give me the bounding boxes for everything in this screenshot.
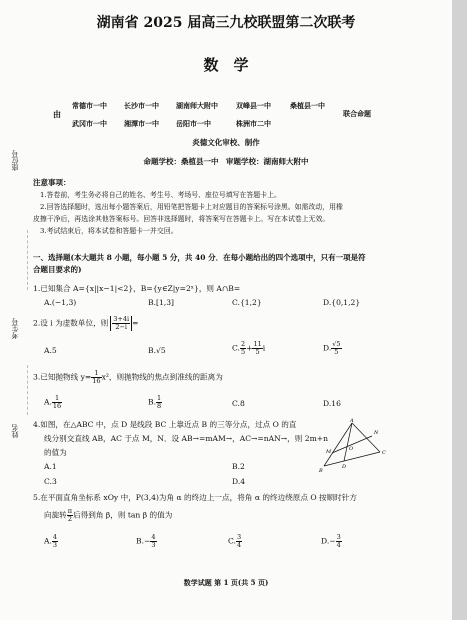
figure-label-a: A	[350, 418, 354, 424]
section-heading: 一、选择题(本大题共 8 小题，每小题 5 分，共 40 分．在每小题给出的四个选项中，只有一项是符	[33, 253, 366, 262]
question-3-stem: 3.已知抛物线 y= $\frac{1}{16}$ x²，则抛物线的焦点到准线的距离为	[33, 369, 223, 385]
q1-option-c: C.{1,2}	[232, 298, 262, 307]
notice-heading: 注意事项：	[33, 178, 71, 187]
question-1-stem: 1.已知集合 A={x||x−1|<2}，B={y∈Z|y=2ˣ}，则 A∩B=	[33, 284, 241, 293]
q4-option-b: B.2	[232, 462, 245, 471]
q3-option-c: C.8	[232, 399, 245, 408]
seat-number-label: 座位号	[11, 150, 19, 171]
subject-title: 数 学	[203, 56, 249, 74]
q2-option-c: C. $\frac{2}{5}$ + $\frac{11}{5}$ i	[232, 340, 266, 356]
q2-option-b: B.√5	[148, 346, 166, 355]
q2-option-a: A.5	[44, 346, 57, 355]
figure-label-m: M	[326, 449, 332, 455]
school-item: 岳阳市一中	[176, 119, 211, 128]
setters: 命题学校：桑植县一中 审题学校：湖南师大附中	[143, 157, 309, 166]
question-2-stem: 2.设 i 为虚数单位，则 $\frac{3+4i}{2-i}$ =	[33, 315, 139, 331]
q4-option-d: D.4	[232, 477, 246, 486]
triangle-figure	[318, 416, 394, 476]
figure-label-b: B	[319, 468, 323, 474]
school-item: 常德市一中	[72, 101, 107, 110]
q5-option-b: B.− $\frac{4}{3}$	[136, 533, 156, 549]
school-item: 桑植县一中	[290, 101, 325, 110]
figure-label-c: C	[382, 450, 386, 456]
question-4-line1: 4.如图，在△ABC 中，点 D 是线段 BC 上靠近点 B 的三等分点，过点 O 的直	[33, 420, 297, 429]
figure-label-o: O	[349, 446, 354, 452]
q4-option-a: A.1	[44, 462, 57, 471]
candidate-number-label: 考生号	[11, 318, 19, 339]
question-5-line1: 5.在平面直角坐标系 xOy 中，P(3,4)为角 α 的终边上一点，将角 α 的终边绕原点 O 按顺时针方	[33, 493, 357, 502]
q1-option-d: D.{0,1,2}	[323, 298, 361, 307]
question-4-line3: 的值为	[44, 448, 67, 457]
produced-by: 炎德文化审校、制作	[192, 138, 260, 147]
q3-option-a: A. $\frac{1}{16}$	[44, 394, 62, 410]
school-item: 武冈市一中	[72, 119, 107, 128]
question-4-line2: 线分别交直线 AB，AC 于点 M，N．设 AB→=mAM→，AC→=nAN→，则 2m+n	[44, 434, 329, 443]
q3-option-d: D.16	[323, 399, 341, 408]
school-item: 湘潭市一中	[124, 119, 159, 128]
school-item: 湖南师大附中	[176, 101, 218, 110]
binding-line	[27, 230, 28, 290]
school-item: 双峰县一中	[236, 101, 271, 110]
question-5-line2: 向旋转 $\frac{\pi}{2}$ 后得到角 β，则 tan β 的值为	[44, 507, 173, 523]
figure-label-d: D	[342, 464, 347, 470]
q3-option-b: B. $\frac{1}{8}$	[148, 394, 162, 410]
section-heading-cont: 合题目要求的)	[33, 265, 82, 274]
notice-item: 3.考试结束后，将本试卷和答题卡一并交回。	[40, 227, 178, 235]
name-label: 姓名	[11, 424, 19, 438]
school-item: 长沙市一中	[124, 101, 159, 110]
figure-label-n: N	[374, 430, 379, 436]
q1-option-a: A.(−1,3)	[44, 298, 77, 307]
q5-option-d: D.− $\frac{3}{4}$	[321, 533, 341, 549]
school-item: 株洲市二中	[236, 119, 271, 128]
notice-item: 1.答卷前，考生务必将自己的姓名、考生号、考场号、座位号填写在答题卡上。	[40, 191, 281, 199]
q1-option-b: B.[1,3]	[148, 298, 174, 307]
q4-option-c: C.3	[44, 477, 57, 486]
page-edge-shadow	[452, 0, 467, 620]
notice-item: 2.回答选择题时，选出每小题答案后，用铅笔把答题卡上对应题目的答案标号涂黑。如需改动，用橡	[40, 203, 343, 211]
q5-option-a: A. $\frac{4}{3}$	[44, 533, 58, 549]
schools-suffix: 联合命题	[343, 109, 371, 118]
page-footer: 数学试题 第 1 页(共 5 页)	[183, 578, 269, 587]
schools-prefix: 由	[53, 109, 61, 119]
binding-line	[27, 365, 28, 415]
q2-option-d: D. $\frac{√5}{5}$	[323, 340, 341, 356]
q5-option-c: C. $\frac{3}{4}$	[228, 533, 242, 549]
exam-title: 湖南省 2025 届高三九校联盟第二次联考	[96, 15, 356, 31]
notice-item: 皮擦干净后，再选涂其他答案标号。回答非选择题时，将答案写在答题卡上。写在本试卷上无效。	[33, 215, 330, 223]
